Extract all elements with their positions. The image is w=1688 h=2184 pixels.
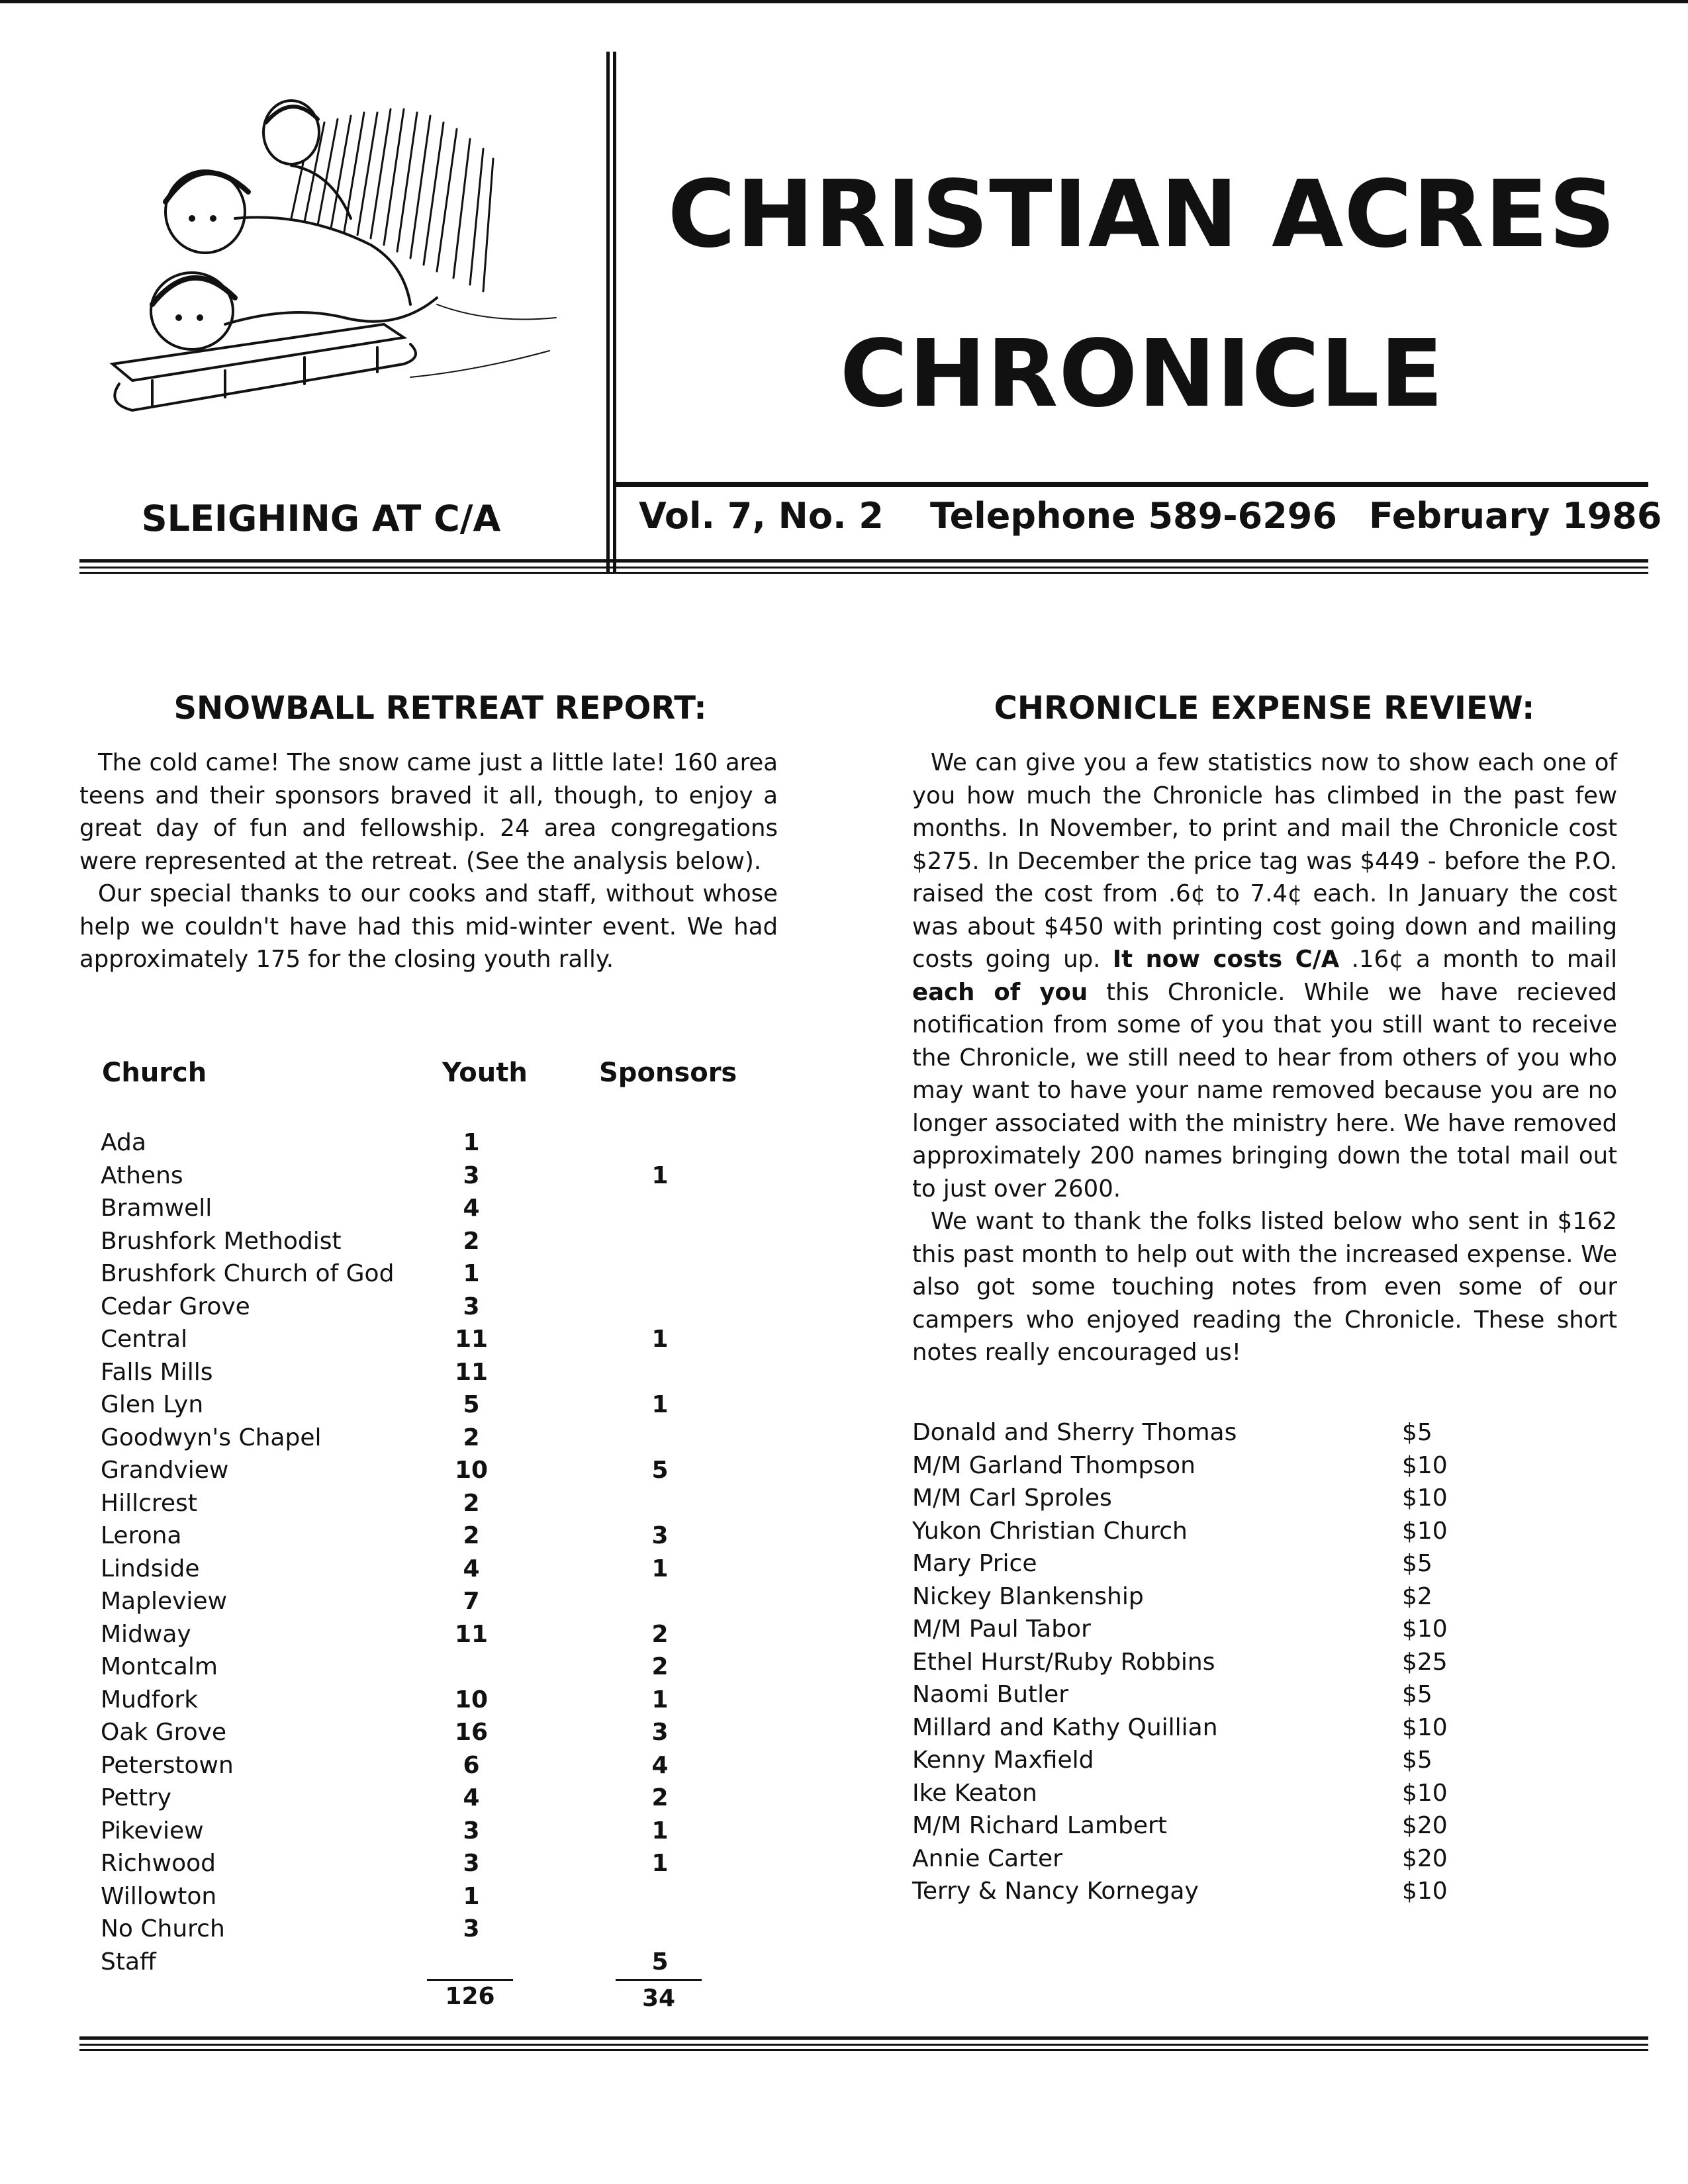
table-row xyxy=(101,1192,696,1225)
youth-count: 11 xyxy=(454,1620,489,1648)
youth-count: 4 xyxy=(463,1195,480,1222)
church-name: Willowton xyxy=(101,1882,217,1910)
masthead-vertical-rule-2 xyxy=(613,52,616,572)
church-name: Cedar Grove xyxy=(101,1293,250,1320)
title-line-1: CHRISTIAN ACRES xyxy=(667,161,1617,269)
donation-amount: $5 xyxy=(1402,1747,1432,1774)
expense-text xyxy=(912,747,1617,1369)
illustration-caption: SLEIGHING AT C/A xyxy=(141,498,501,539)
youth-count: 16 xyxy=(454,1719,489,1746)
sponsor-count: 2 xyxy=(651,1653,669,1680)
sponsor-count: 1 xyxy=(651,1686,669,1713)
list-item xyxy=(912,1482,1508,1515)
donor-name: M/M Carl Sproles xyxy=(912,1484,1112,1512)
sponsor-count: 3 xyxy=(651,1522,669,1549)
donor-name: M/M Garland Thompson xyxy=(912,1451,1196,1479)
table-row xyxy=(101,1356,696,1389)
church-name: Richwood xyxy=(101,1850,216,1877)
table-row xyxy=(101,1782,696,1815)
table-row xyxy=(101,1749,696,1782)
youth-count: 1 xyxy=(463,1882,480,1910)
youth-count: 5 xyxy=(463,1391,480,1418)
youth-count: 1 xyxy=(463,1129,480,1156)
donor-name: Millard and Kathy Quillian xyxy=(912,1713,1218,1741)
col-header-youth: Youth xyxy=(442,1058,528,1088)
church-name: No Church xyxy=(101,1915,225,1942)
snowball-text xyxy=(79,747,778,976)
sponsors-total-rule xyxy=(616,1979,702,1981)
title-line-2: CHRONICLE xyxy=(839,320,1444,428)
sponsor-count: 1 xyxy=(651,1391,669,1418)
youth-count: 10 xyxy=(454,1686,489,1713)
table-row xyxy=(101,1520,696,1553)
youth-count: 2 xyxy=(463,1489,480,1517)
youth-count: 2 xyxy=(463,1227,480,1255)
donor-name: Nickey Blankenship xyxy=(912,1582,1144,1610)
youth-count: 4 xyxy=(463,1555,480,1582)
list-item xyxy=(912,1777,1508,1810)
church-name: Grandview xyxy=(101,1457,229,1484)
footer-rule xyxy=(79,2036,1648,2040)
list-item xyxy=(912,1678,1508,1711)
donation-amount: $10 xyxy=(1402,1779,1448,1807)
donation-amount: $10 xyxy=(1402,1615,1448,1643)
table-row xyxy=(101,1651,696,1684)
sponsor-count: 4 xyxy=(651,1751,669,1779)
table-row xyxy=(101,1585,696,1618)
expense-paragraph-2: We want to thank the folks listed below who sent in $162 this past month to help out with the increased expense. We also got some touching notes from even some of our campers who enjoyed reading the Chronicle. These short notes really encouraged us! xyxy=(912,1208,1617,1366)
masthead-vertical-rule xyxy=(606,52,610,572)
donor-name: Annie Carter xyxy=(912,1844,1062,1872)
table-row xyxy=(101,1487,696,1520)
sponsors-total: 34 xyxy=(641,1985,676,2012)
sponsor-count: 1 xyxy=(651,1817,669,1844)
table-row xyxy=(101,1716,696,1749)
donation-amount: $5 xyxy=(1402,1681,1432,1708)
expense-p1-part-b: .16¢ a month to mail xyxy=(1351,946,1617,973)
church-name: Falls Mills xyxy=(101,1358,213,1386)
list-item xyxy=(912,1613,1508,1646)
church-name: Oak Grove xyxy=(101,1719,227,1746)
list-item xyxy=(912,1646,1508,1679)
sponsor-count: 1 xyxy=(651,1555,669,1582)
youth-count: 11 xyxy=(454,1358,489,1386)
church-name: Ada xyxy=(101,1129,146,1156)
list-item xyxy=(912,1711,1508,1745)
donation-amount: $10 xyxy=(1402,1484,1448,1512)
donor-name: Kenny Maxfield xyxy=(912,1747,1094,1774)
church-name: Lerona xyxy=(101,1522,182,1549)
newsletter-title xyxy=(662,136,1622,455)
youth-count: 11 xyxy=(454,1326,489,1353)
infobar-top-rule xyxy=(616,482,1648,487)
donation-amount: $10 xyxy=(1402,1878,1448,1905)
donor-name: Yukon Christian Church xyxy=(912,1517,1188,1545)
donor-name: Terry & Nancy Kornegay xyxy=(912,1878,1199,1905)
donation-amount: $5 xyxy=(1402,1550,1432,1577)
col-header-sponsors: Sponsors xyxy=(599,1058,737,1088)
list-item xyxy=(912,1875,1508,1908)
church-name: Athens xyxy=(101,1161,183,1189)
church-name: Goodwyn's Chapel xyxy=(101,1424,322,1451)
youth-count: 3 xyxy=(463,1817,480,1844)
sponsor-count: 1 xyxy=(651,1161,669,1189)
youth-count: 3 xyxy=(463,1161,480,1189)
table-row xyxy=(101,1684,696,1717)
church-attendance-table xyxy=(101,1126,696,1978)
snowball-paragraph-2: Our special thanks to our cooks and staff, without whose help we couldn't have had this mid-winter event. We had approximately 175 for the closing youth rally. xyxy=(79,880,778,973)
col-header-church: Church xyxy=(102,1058,207,1088)
youth-count: 6 xyxy=(463,1751,480,1779)
expense-heading: CHRONICLE EXPENSE REVIEW: xyxy=(994,690,1535,727)
youth-count: 10 xyxy=(454,1457,489,1484)
youth-total: 126 xyxy=(445,1983,495,2010)
youth-count: 2 xyxy=(463,1522,480,1549)
list-item xyxy=(912,1449,1508,1482)
donation-amount: $20 xyxy=(1402,1844,1448,1872)
snowball-heading: SNOWBALL RETREAT REPORT: xyxy=(173,690,707,727)
volume-number: Vol. 7, No. 2 xyxy=(639,495,884,537)
donor-name: Ike Keaton xyxy=(912,1779,1037,1807)
youth-count: 7 xyxy=(463,1588,480,1615)
donation-amount: $2 xyxy=(1402,1582,1432,1610)
table-row xyxy=(101,1388,696,1422)
list-item xyxy=(912,1547,1508,1580)
masthead-bottom-rule-2 xyxy=(79,567,1648,569)
telephone: Telephone 589-6296 xyxy=(930,495,1337,537)
sponsor-count: 2 xyxy=(651,1620,669,1648)
youth-count: 2 xyxy=(463,1424,480,1451)
table-row xyxy=(101,1454,696,1487)
list-item xyxy=(912,1744,1508,1777)
table-row xyxy=(101,1126,696,1160)
church-name: Mudfork xyxy=(101,1686,199,1713)
youth-count: 4 xyxy=(463,1784,480,1811)
expense-p1-bold-1: It now costs C/A xyxy=(1112,946,1340,973)
footer-rule-3 xyxy=(79,2049,1648,2051)
expense-p1-part-a: We can give you a few statistics now to show each one of you how much the Chronicle has climbed in the past few months. In November, to print and mail the Chronicle cost $275. In December the price tag was $449 - before the P.O. raised the cost from .6¢ to 7.4¢ each. In January the cost was about $450 with printing cost going down and mailing costs going up. xyxy=(912,749,1617,973)
table-row xyxy=(101,1618,696,1651)
sponsor-count: 1 xyxy=(651,1850,669,1877)
church-name: Pikeview xyxy=(101,1817,204,1844)
church-name: Lindside xyxy=(101,1555,200,1582)
donation-amount: $25 xyxy=(1402,1648,1448,1676)
top-border xyxy=(0,0,1688,3)
donor-name: Donald and Sherry Thomas xyxy=(912,1419,1237,1446)
church-name: Mapleview xyxy=(101,1588,228,1615)
masthead-bottom-rule xyxy=(79,559,1648,563)
donor-name: Ethel Hurst/Ruby Robbins xyxy=(912,1648,1215,1676)
table-row xyxy=(101,1225,696,1258)
church-name: Hillcrest xyxy=(101,1489,197,1517)
table-row xyxy=(101,1291,696,1324)
church-name: Midway xyxy=(101,1620,191,1648)
table-row xyxy=(101,1553,696,1586)
sponsor-count: 5 xyxy=(651,1457,669,1484)
church-name: Brushfork Methodist xyxy=(101,1227,342,1255)
table-row xyxy=(101,1257,696,1291)
table-row xyxy=(101,1815,696,1848)
church-name: Pettry xyxy=(101,1784,171,1811)
table-row xyxy=(101,1946,696,1979)
donation-amount: $20 xyxy=(1402,1812,1448,1839)
donation-amount: $10 xyxy=(1402,1451,1448,1479)
youth-count: 3 xyxy=(463,1293,480,1320)
church-name: Brushfork Church of God xyxy=(101,1260,395,1287)
snowball-paragraph-1: The cold came! The snow came just a little late! 160 area teens and their sponsors braved it all, though, to enjoy a great day of fun and fellowship. 24 area congregations were represented at the retreat. (See the analysis below). xyxy=(79,749,778,875)
sponsor-count: 1 xyxy=(651,1326,669,1353)
list-item xyxy=(912,1580,1508,1614)
table-row xyxy=(101,1422,696,1455)
table-row xyxy=(101,1913,696,1946)
list-item xyxy=(912,1843,1508,1876)
list-item xyxy=(912,1809,1508,1843)
youth-count: 3 xyxy=(463,1915,480,1942)
table-row xyxy=(101,1847,696,1880)
church-name: Montcalm xyxy=(101,1653,218,1680)
list-item xyxy=(912,1515,1508,1548)
list-item xyxy=(912,1416,1508,1449)
sponsor-count: 3 xyxy=(651,1719,669,1746)
donor-list xyxy=(912,1416,1508,1908)
donor-name: M/M Paul Tabor xyxy=(912,1615,1091,1643)
table-row xyxy=(101,1160,696,1193)
church-name: Central xyxy=(101,1326,188,1353)
sleighing-illustration xyxy=(93,86,569,430)
donor-name: Mary Price xyxy=(912,1550,1037,1577)
church-name: Bramwell xyxy=(101,1195,212,1222)
sponsor-count: 5 xyxy=(651,1948,669,1976)
expense-p1-bold-2: each of you xyxy=(912,978,1088,1006)
donor-name: M/M Richard Lambert xyxy=(912,1812,1167,1839)
donor-name: Naomi Butler xyxy=(912,1681,1069,1708)
masthead-bottom-rule-3 xyxy=(79,572,1648,574)
donation-amount: $5 xyxy=(1402,1419,1432,1446)
donation-amount: $10 xyxy=(1402,1517,1448,1545)
expense-paragraph-1 xyxy=(912,747,1617,1205)
youth-count: 1 xyxy=(463,1260,480,1287)
church-name: Staff xyxy=(101,1948,156,1976)
issue-date: February 1986 xyxy=(1369,495,1662,537)
church-name: Glen Lyn xyxy=(101,1391,204,1418)
youth-count: 3 xyxy=(463,1850,480,1877)
church-name: Peterstown xyxy=(101,1751,234,1779)
sponsor-count: 2 xyxy=(651,1784,669,1811)
donation-amount: $10 xyxy=(1402,1713,1448,1741)
table-row xyxy=(101,1323,696,1356)
table-row xyxy=(101,1880,696,1913)
footer-rule-2 xyxy=(79,2044,1648,2046)
expense-p1-part-c: this Chronicle. While we have recieved notification from some of you that you still want to receive the Chronicle, we still need to hear from others of you who may want to have your name removed because you are no longer associated with the ministry here. We have removed approximately 200 names bringing down the total mail out to just over 2600. xyxy=(912,978,1617,1203)
